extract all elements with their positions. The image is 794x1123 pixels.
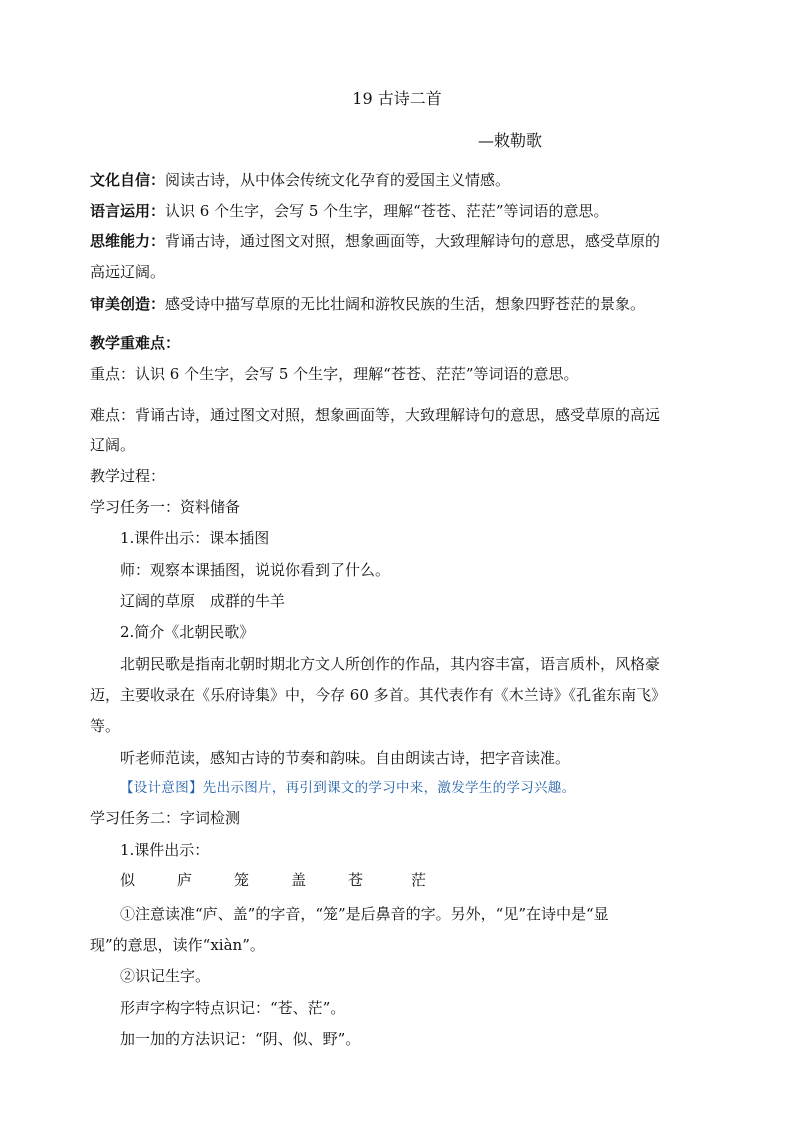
task1-para1b: 迈，主要收录在《乐府诗集》中，今存 60 多首。其代表作有《木兰诗》《孔雀东南飞》 [90,686,667,704]
task2-method2: 加一加的方法识记：“阴、似、野”。 [120,1030,361,1048]
char-mang: 茫 [411,871,427,889]
goal-text: 阅读古诗，从中体会传统文化孕育的爱国主义情感。 [165,171,511,189]
task1-para2: 听老师范读，感知古诗的节奏和韵味。自由朗读古诗，把字音读准。 [120,749,571,767]
task2-note1: ①注意读准“庐、盖”的字音，“笼”是后鼻音的字。另外，“见”在诗中是“显 [120,905,609,923]
goal-thinking-cont: 高远辽阔。 [90,263,166,281]
goal-label: 审美创造： [90,295,166,313]
char-cang: 苍 [348,871,364,889]
key-point: 重点：认识 6 个生字，会写 5 个生字，理解“苍苍、茫茫”等词语的意思。 [90,365,579,383]
task1-title: 学习任务一：资料储备 [90,498,241,516]
task2-method1: 形声字构字特点识记：“苍、茫”。 [120,999,346,1017]
difficulty-heading: 教学重难点： [90,334,181,352]
task1-para1c: 等。 [90,717,121,735]
task1-teacher: 师：观察本课插图，说说你看到了什么。 [120,561,391,579]
poem-subtitle: —敕勒歌 [478,131,543,150]
hard-point-cont: 辽阔。 [90,436,136,454]
goal-label: 思维能力： [90,232,166,250]
task2-item1: 1.课件出示： [120,841,210,859]
hard-point: 难点：背诵古诗，通过图文对照，想象画面等，大致理解诗句的意思，感受草原的高远 [90,406,661,424]
task2-note1b: 现”的意思，读作“xiàn”。 [90,936,265,954]
char-gai: 盖 [291,871,307,889]
task1-item2: 2.简介《北朝民歌》 [120,623,255,641]
goal-thinking [90,231,660,251]
task1-para1: 北朝民歌是指南北朝时期北方文人所创作的作品，其内容丰富，语言质朴，风格豪 [120,655,661,673]
goal-language [90,201,609,221]
task2-note2: ②识记生字。 [120,967,211,985]
goal-text: 背诵古诗，通过图文对照，想象画面等，大致理解诗句的意思，感受草原的 [165,232,661,250]
goal-aesthetic [90,294,645,314]
goal-text: 认识 6 个生字，会写 5 个生字，理解“苍苍、茫茫”等词语的意思。 [165,202,609,220]
lesson-title: 19 古诗二首 [352,89,442,108]
process-heading: 教学过程： [90,467,166,485]
design-intent: 【设计意图】先出示图片，再引到课文的学习中来，激发学生的学习兴趣。 [120,780,576,796]
task2-title: 学习任务二：字词检测 [90,809,241,827]
char-long: 笼 [234,871,250,889]
char-lu: 庐 [177,871,193,889]
goal-culture [90,170,510,190]
goal-text: 感受诗中描写草原的无比壮阔和游牧民族的生活，想象四野苍茫的景象。 [165,295,646,313]
char-si: 似 [120,871,136,889]
task1-item1: 1.课件出示：课本插图 [120,529,270,547]
goal-label: 语言运用： [90,202,166,220]
task1-answer: 辽阔的草原 成群的牛羊 [120,592,286,610]
goal-label: 文化自信： [90,171,166,189]
